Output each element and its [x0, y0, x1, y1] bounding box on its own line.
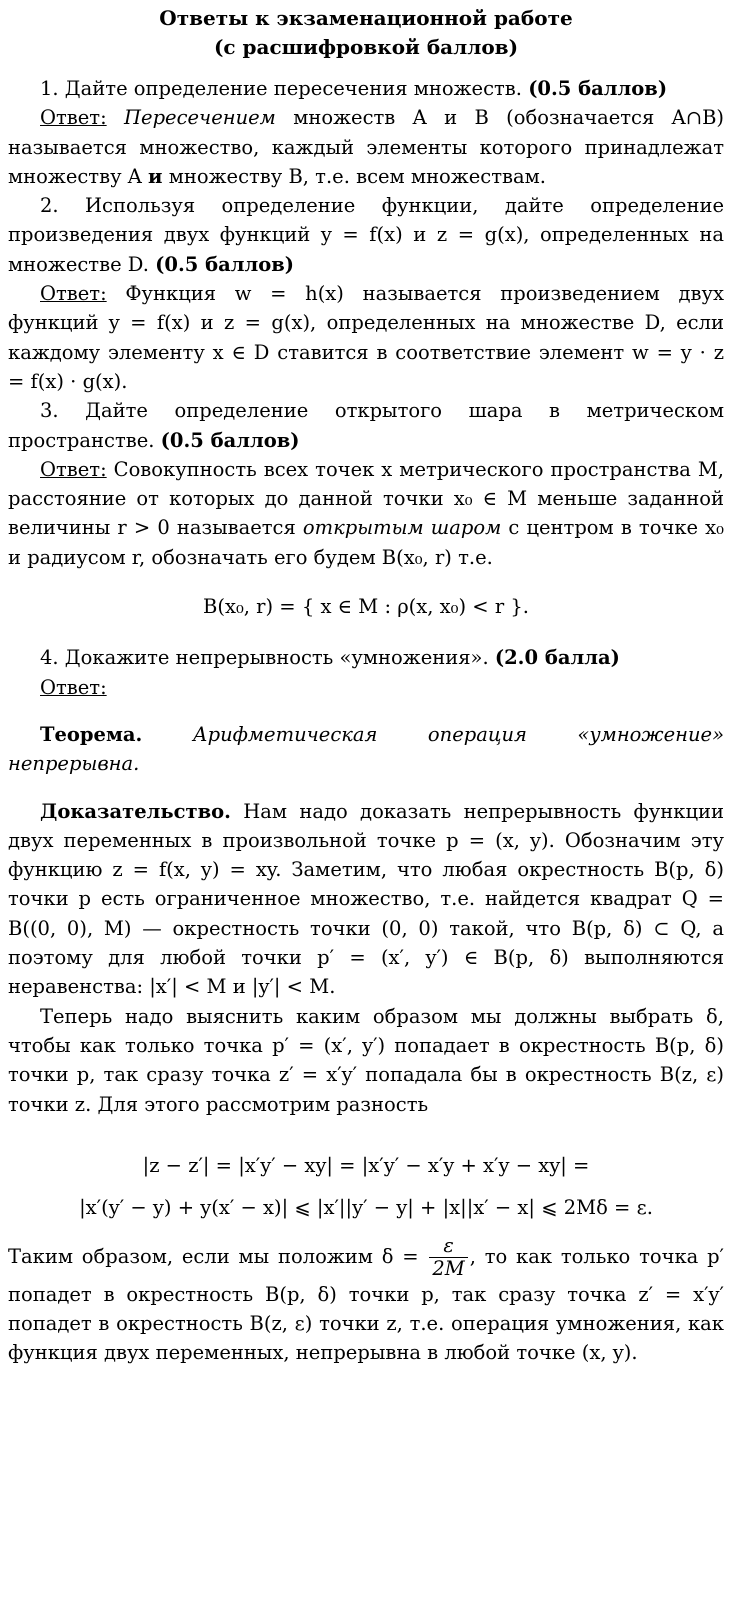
- proof-paragraph-2: Теперь надо выяснить каким образом мы должны выбрать δ, чтобы как только точка p′ = (x′, y′) попадает в окрестность B(p, δ) точки p, так сразу точка z′ = x′y′ попадала бы в окрестность B(z, ε) точки z. Для этого рассмотрим разность: [8, 1004, 724, 1116]
- question-1: [8, 74, 724, 103]
- answer-2: [8, 279, 724, 396]
- question-2-text: 2. Используя определение функции, дайте определение произведения двух функций y = f(x) и z = g(x), определенных на множестве D.: [8, 194, 724, 276]
- answer-3: [8, 455, 724, 572]
- proof-paragraph-1: [8, 797, 724, 1002]
- answer-3-term: открытым шаром: [302, 516, 502, 540]
- question-2: [8, 191, 724, 279]
- question-2-score: (0.5 баллов): [155, 252, 295, 276]
- fraction-denominator: 2M: [432, 1256, 465, 1280]
- question-1-score: (0.5 баллов): [528, 77, 668, 100]
- fraction-numerator: ε: [429, 1235, 467, 1258]
- title-line-2: (с расшифровкой баллов): [213, 35, 519, 59]
- proof-paragraph-3: [8, 1235, 724, 1368]
- question-3-text: 3. Дайте определение открытого шара в метрическом пространстве.: [8, 399, 724, 452]
- answer-3-text-2: с центром в точке x₀ и радиусом r, обозначать его будем B(x₀, r) т.е.: [8, 516, 725, 569]
- proof-label: Доказательство.: [40, 799, 231, 823]
- proof-text-3-end: , то как только точка p′ попадет в окрестность B(p, δ) точки p, так сразу точка z′ = x′y′ попадет в окрестность B(z, ε) точки z, т.е. операция умножения, как функция двух переменных, непрерывна в любой точке (x, y).: [8, 1244, 724, 1365]
- question-4: [8, 643, 724, 672]
- answer-1-term: Пересечением: [124, 106, 276, 130]
- answer-1-bold-and: и: [148, 164, 163, 188]
- answer-2-label: Ответ:: [40, 282, 107, 306]
- answer-3-label: Ответ:: [40, 457, 107, 481]
- document-title: [8, 4, 724, 62]
- theorem: [8, 720, 724, 779]
- proof-formula-line-2: |x′(y′ − y) + y(x′ − x)| ⩽ |x′||y′ − y| + |x||x′ − x| ⩽ 2Mδ = ε.: [79, 1195, 653, 1219]
- answer-4-label: Ответ:: [40, 675, 107, 699]
- answer-4: [8, 673, 724, 702]
- open-ball-formula: B(x₀, r) = { x ∈ M : ρ(x, x₀) < r }.: [203, 595, 529, 619]
- answer-1-text-1: множеств A и B (обозначается A∩B) называется множество, каждый элементы которого принадлежат множеству A: [8, 106, 725, 188]
- question-4-text: 4. Докажите непрерывность «умножения».: [40, 646, 489, 670]
- proof-text-3-start: Таким образом, если мы положим δ =: [8, 1244, 428, 1268]
- question-3-score: (0.5 баллов): [160, 428, 300, 452]
- theorem-text: Арифметическая операция «умножение» непрерывна.: [8, 722, 724, 776]
- question-3: [8, 396, 724, 455]
- answer-2-text: Функция w = h(x) называется произведением двух функций y = f(x) и z = g(x), определенных на множестве D, если каждому элементу x ∈ D ставится в соответствие элемент w = y · z = f(x) · g(x).: [8, 282, 724, 393]
- proof-text-1: Нам надо доказать непрерывность функции двух переменных в произвольной точке p = (x, y). Обозначим эту функцию z = f(x, y) = xy. Заметим, что любая окрестность B(p, δ) точки p есть ограниченное множество, т.е. найдется квадрат Q = B((0, 0), M) — окрестность точки (0, 0) такой, что B(p, δ) ⊂ Q, а поэтому для любой точки p′ = (x′, y′) ∈ B(p, δ) выполняются неравенства: |x′| < M и |y′| < M.: [8, 799, 724, 999]
- title-line-1: Ответы к экзаменационной работе: [159, 6, 573, 30]
- question-1-text: 1. Дайте определение пересечения множеств.: [40, 77, 522, 100]
- answer-1-label: Ответ:: [40, 106, 107, 130]
- answer-1: [8, 103, 724, 191]
- question-4-score: (2.0 балла): [494, 646, 620, 670]
- delta-fraction: [429, 1235, 467, 1280]
- proof-formula: [8, 1145, 724, 1229]
- proof-formula-line-1: |z − z′| = |x′y′ − xy| = |x′y′ − x′y + x′y − xy| =: [142, 1153, 590, 1177]
- answer-1-text-2: множеству B, т.е. всем множествам.: [162, 164, 546, 188]
- answer-3-text-1: Совокупность всех точек x метрического пространства M, расстояние от которых до данной точки x₀ ∈ M меньше заданной величины r > 0 называется: [8, 457, 724, 540]
- theorem-label: Теорема.: [40, 722, 143, 746]
